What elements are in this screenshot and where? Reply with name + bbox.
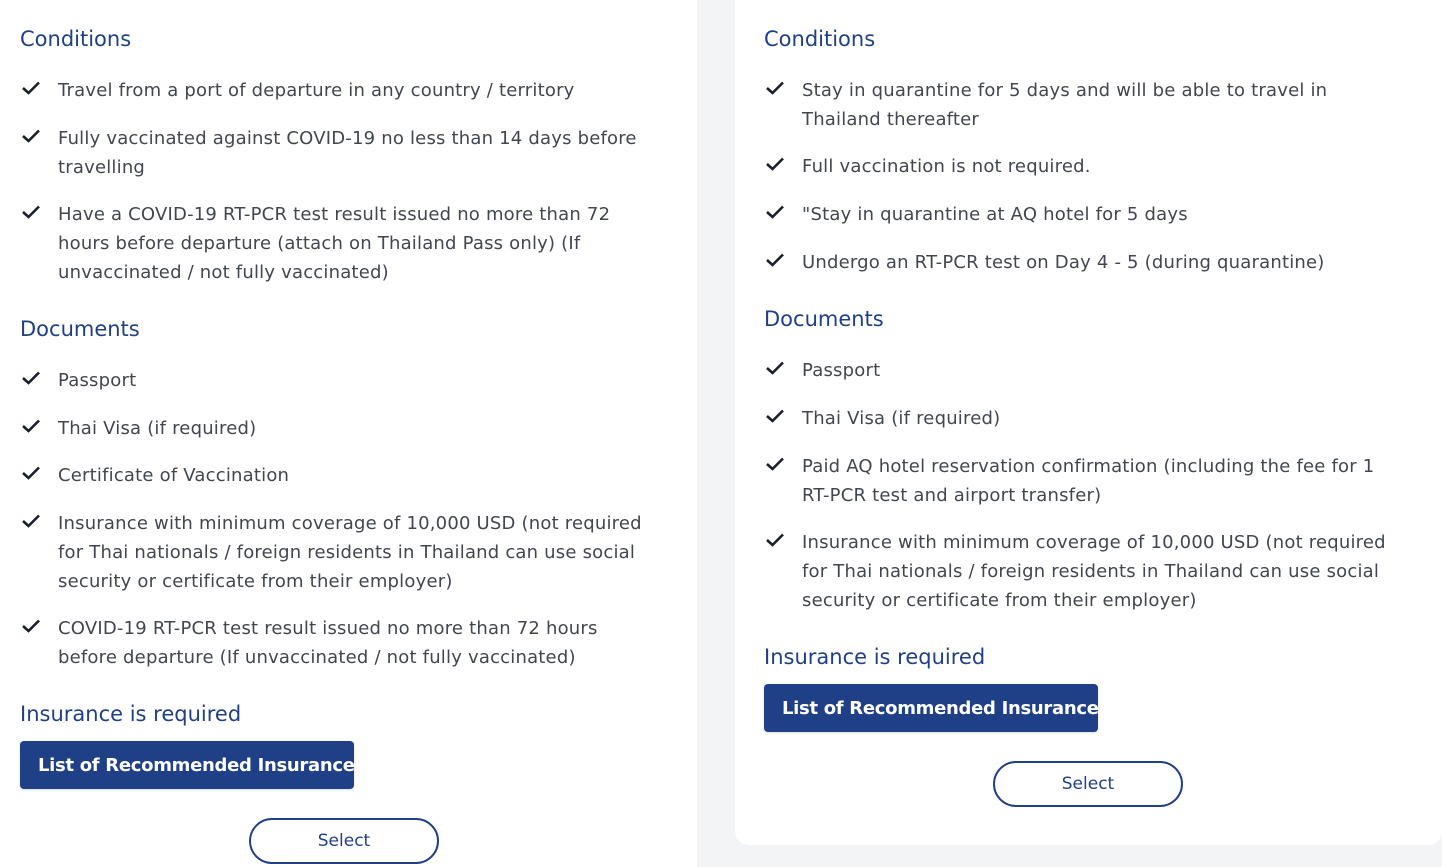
- document-text: Thai Visa (if required): [802, 408, 1001, 429]
- condition-item: [20, 76, 660, 105]
- condition-item: [20, 124, 660, 182]
- condition-text: Travel from a port of departure in any country / territory: [58, 80, 575, 101]
- condition-item: [764, 200, 1404, 229]
- documents-title: Documents: [20, 317, 140, 341]
- document-text: Insurance with minimum coverage of 10,000 USD (not required for Thai nationals / foreign residents in Thailand can use social security or certificate from their employer): [802, 532, 1386, 611]
- condition-text: Stay in quarantine for 5 days and will be able to travel in Thailand thereafter: [802, 80, 1328, 130]
- check-icon: [765, 408, 785, 424]
- document-text: Passport: [802, 360, 881, 381]
- condition-text: Have a COVID-19 RT-PCR test result issued no more than 72 hours before departure (attach on Thailand Pass only) (If unvaccinated / not fully vaccinated): [58, 204, 611, 283]
- check-icon: [765, 252, 785, 268]
- document-text: Certificate of Vaccination: [58, 465, 290, 486]
- document-item: [764, 356, 1404, 385]
- document-text: Passport: [58, 370, 137, 391]
- select-button[interactable]: Select: [249, 818, 439, 864]
- check-icon: [21, 128, 41, 144]
- document-item: [20, 614, 660, 672]
- documents-title: Documents: [764, 307, 884, 331]
- condition-text: Undergo an RT-PCR test on Day 4 - 5 (during quarantine): [802, 252, 1325, 273]
- document-item: [20, 366, 660, 395]
- check-icon: [21, 618, 41, 634]
- conditions-title: Conditions: [764, 27, 876, 51]
- insurance-title: Insurance is required: [20, 702, 242, 726]
- conditions-title: Conditions: [20, 27, 132, 51]
- document-item: [764, 528, 1404, 615]
- check-icon: [21, 418, 41, 434]
- document-item: [20, 509, 660, 596]
- check-icon: [765, 80, 785, 96]
- recommended-insurance-button[interactable]: List of Recommended Insurance: [20, 741, 354, 789]
- document-item: [764, 404, 1404, 433]
- document-text: Thai Visa (if required): [58, 418, 257, 439]
- check-icon: [765, 156, 785, 172]
- condition-item: [764, 248, 1404, 277]
- document-item: [764, 452, 1404, 510]
- check-icon: [765, 456, 785, 472]
- select-button[interactable]: Select: [993, 761, 1183, 807]
- document-text: Insurance with minimum coverage of 10,000 USD (not required for Thai nationals / foreign residents in Thailand can use social security or certificate from their employer): [58, 513, 642, 592]
- recommended-insurance-button[interactable]: List of Recommended Insurance: [764, 684, 1098, 732]
- condition-text: Fully vaccinated against COVID-19 no less than 14 days before travelling: [58, 128, 637, 178]
- check-icon: [21, 465, 41, 481]
- document-item: [20, 414, 660, 443]
- document-text: Paid AQ hotel reservation confirmation (including the fee for 1 RT-PCR test and airport transfer): [802, 456, 1375, 506]
- condition-item: [20, 200, 660, 287]
- condition-text: "Stay in quarantine at AQ hotel for 5 days: [802, 204, 1188, 225]
- check-icon: [765, 532, 785, 548]
- condition-text: Full vaccination is not required.: [802, 156, 1091, 177]
- check-icon: [765, 360, 785, 376]
- document-text: COVID-19 RT-PCR test result issued no more than 72 hours before departure (If unvaccinated / not fully vaccinated): [58, 618, 598, 668]
- condition-item: [764, 76, 1404, 134]
- check-icon: [21, 80, 41, 96]
- check-icon: [765, 204, 785, 220]
- insurance-title: Insurance is required: [764, 645, 986, 669]
- check-icon: [21, 204, 41, 220]
- document-item: [20, 461, 660, 490]
- condition-item: [764, 152, 1404, 181]
- check-icon: [21, 370, 41, 386]
- check-icon: [21, 513, 41, 529]
